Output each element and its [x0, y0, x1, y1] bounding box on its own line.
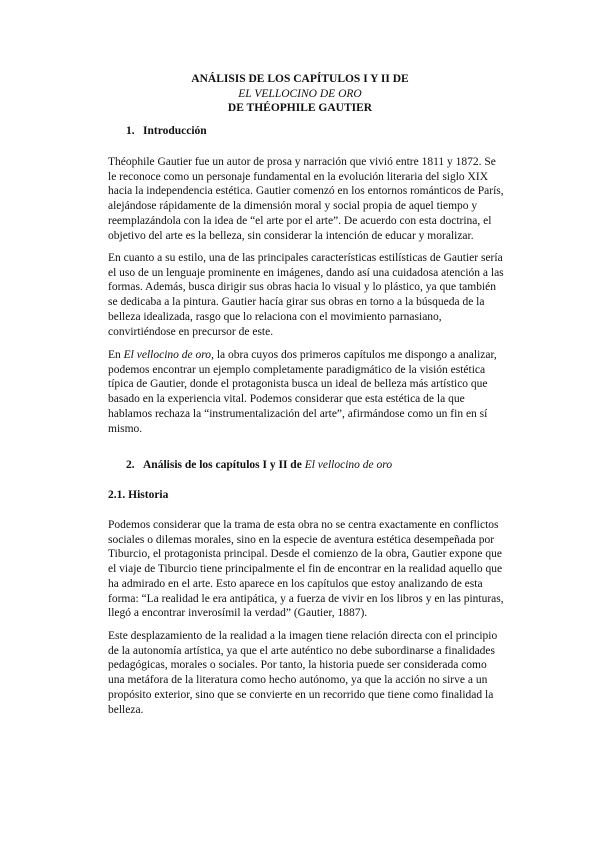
text-line: alejándose rápidamente de la dimensión moral y social propia de aquel tiempo y [108, 200, 478, 213]
paragraph-intro-1 [108, 155, 520, 243]
paragraph-intro-3 [108, 348, 520, 436]
text-line: Théophile Gautier fue un autor de prosa y narración que vivió entre 1811 y 1872. Se [108, 156, 496, 168]
text-fragment: En [108, 349, 124, 361]
section-1-number: 1. [126, 125, 135, 137]
text-line: reemplazándola con la idea de “el arte por el arte”. De acuerdo con esta doctrina, el [108, 214, 492, 227]
paragraph-intro-2 [108, 251, 520, 339]
section-2-1-title: 2.1. Historia [108, 489, 169, 501]
text-line: objetivo del arte es la belleza, sin considerar la intención de educar y moralizar. [108, 229, 474, 242]
text-line: mismo. [108, 422, 143, 435]
text-line: el uso de un lenguaje prominente en imágenes, dando así una cuidadosa atención a las [108, 266, 504, 279]
text-line: hablamos rechaza la “instrumentalización del arte”, afirmándose como un fin en sí [108, 407, 488, 420]
text-line: llegó a encontrar inverosímil la verdad” (Gautier, 1887). [108, 607, 368, 620]
text-line: se dedicaba a la pintura. Gautier hacía girar sus obras en torno a la búsqueda de la [108, 296, 485, 309]
text-line: belleza idealizada, rasgo que lo relaciona con el movimiento parnasiano, [108, 310, 442, 323]
text-line: ha admirado en el arte. Esto aparece en los capítulos que estoy analizando de esta [108, 577, 483, 590]
text-line: sociales o dilemas morales, sino en la especie de aventura estética desempeñada por [108, 533, 495, 546]
text-line: propósito exterior, sino que se convierte en un recorrido que tiene como finalidad la [108, 688, 494, 701]
document-title [100, 72, 500, 116]
paragraph-historia-1 [108, 518, 520, 621]
section-1-title: Introducción [143, 125, 207, 137]
text-line: Este desplazamiento de la realidad a la imagen tiene relación directa con el principio [108, 630, 498, 642]
text-line: basado en la experiencia vital. Podemos considerar que esta estética de la que [108, 393, 465, 406]
text-line: forma: “La realidad le era antipática, y a fuerza de vivir en los libros y en las pinturas, [108, 592, 504, 605]
text-line: formas. Además, busca dirigir sus obras hacia lo visual y lo plástico, ya que también [108, 281, 497, 294]
text-line: podemos encontrar un ejemplo completamente paradigmático de la visión estética [108, 363, 486, 376]
title-line-2: EL VELLOCINO DE ORO [238, 87, 362, 100]
text-line [108, 348, 520, 363]
text-line: el viaje de Tiburcio tiene principalmente el fin de encontrar en la realidad aquello que [108, 563, 503, 576]
book-title-italic: El vellocino de oro [123, 349, 212, 361]
title-line-3: DE THÉOPHILE GAUTIER [227, 102, 373, 114]
text-line: convirtiéndose en precursor de este. [108, 325, 274, 338]
text-line: le reconoce como un personaje fundamental en la evolución literaria del siglo XIX [108, 170, 488, 183]
section-2-title-italic: El vellocino de oro [304, 459, 393, 471]
text-line: Tiburcio, el protagonista principal. Desde el comienzo de la obra, Gautier expone que [108, 548, 502, 561]
section-2-heading [126, 459, 392, 471]
text-line: de la autonomía artística, ya que el arte auténtico no debe subordinarse a finalidades [108, 644, 496, 657]
text-line: típica de Gautier, donde el protagonista busca un ideal de belleza más artístico que [108, 378, 488, 391]
title-line-1: ANÁLISIS DE LOS CAPÍTULOS I Y II DE [191, 73, 409, 85]
text-line: En cuanto a su estilo, una de las principales características estilísticas de Gautier sería [108, 252, 503, 264]
section-2-number: 2. [126, 459, 135, 471]
section-1-heading [126, 125, 207, 137]
text-line: belleza. [108, 703, 144, 716]
text-line: pedagógicas, morales o sociales. Por tanto, la historia puede ser considerada como [108, 659, 487, 672]
section-2-1-heading [108, 489, 168, 501]
text-fragment: , la obra cuyos dos primeros capítulos me dispongo a analizar, [211, 349, 497, 361]
text-line: hacia la independencia estética. Gautier comenzó en los entornos románticos de París, [108, 185, 504, 198]
paragraph-historia-2 [108, 629, 520, 717]
text-line: una metáfora de la literatura como hecho autónomo, ya que la acción no sirve a un [108, 674, 488, 687]
text-line: Podemos considerar que la trama de esta obra no se centra exactamente en conflictos [108, 519, 499, 531]
section-2-title: Análisis de los capítulos I y II de [143, 459, 305, 471]
